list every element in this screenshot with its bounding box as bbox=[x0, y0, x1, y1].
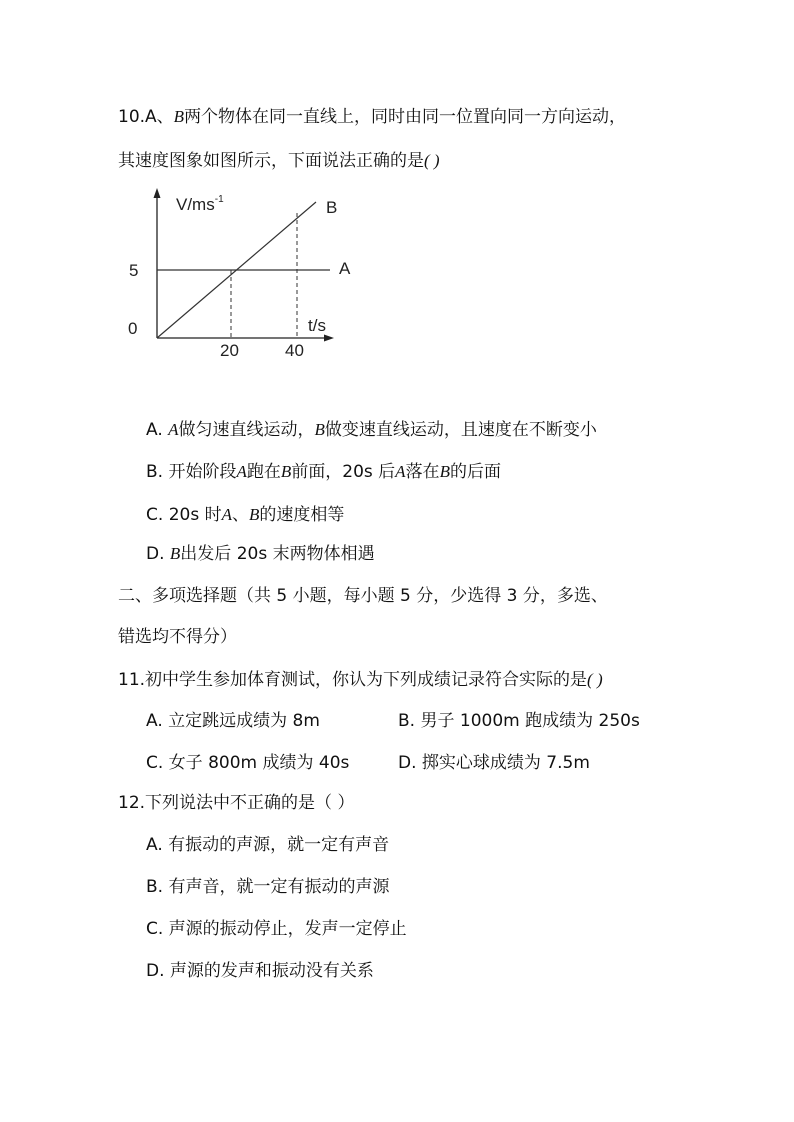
x-tick-20: 20 bbox=[220, 341, 239, 360]
y-axis-label: $V/ms^{-1}$ bbox=[176, 194, 224, 214]
q11-option-a: A. 立定跳远成绩为 8m bbox=[146, 711, 320, 731]
y-axis-arrow bbox=[154, 188, 161, 198]
section2-heading-line1: 二、多项选择题（共 5 小题，每小题 5 分，少选得 3 分，多选、 bbox=[118, 586, 608, 606]
q12-option-a: A. 有振动的声源，就一定有声音 bbox=[146, 835, 390, 855]
q11-option-b: B. 男子 1000m 跑成绩为 250s bbox=[398, 711, 640, 731]
q12-option-c: C. 声源的振动停止，发声一定停止 bbox=[146, 919, 407, 939]
q10-option-b: B. 开始阶段A跑在B前面，20s 后A落在B的后面 bbox=[146, 462, 501, 482]
q10-stem-prefix: 10.A、 bbox=[118, 107, 174, 127]
line-a-label: A bbox=[339, 259, 351, 278]
q10-option-c: C. 20s 时A、B的速度相等 bbox=[146, 505, 345, 525]
x-tick-40: 40 bbox=[285, 341, 304, 360]
q10-answer-paren: ( ) bbox=[424, 151, 440, 170]
q10-stem-rest: 两个物体在同一直线上，同时由同一位置向同一方向运动， bbox=[184, 107, 627, 127]
q11-stem: 11.初中学生参加体育测试，你认为下列成绩记录符合实际的是( ) bbox=[118, 670, 603, 690]
section2-heading-line2: 错选均不得分） bbox=[118, 627, 237, 647]
y-tick-5: 5 bbox=[129, 261, 139, 280]
line-b-label: B bbox=[326, 198, 338, 217]
q11-option-d: D. 掷实心球成绩为 7.5m bbox=[398, 753, 590, 773]
q10-stem-object-b: B bbox=[173, 107, 185, 126]
q11-option-c: C. 女子 800m 成绩为 40s bbox=[146, 753, 350, 773]
x-axis-label: t/s bbox=[308, 316, 326, 335]
q12-option-d: D. 声源的发声和振动没有关系 bbox=[146, 961, 374, 981]
q12-option-b: B. 有声音，就一定有振动的声源 bbox=[146, 877, 390, 897]
q10-stem-text: 其速度图象如图所示，下面说法正确的是 bbox=[118, 151, 424, 171]
q10-option-d: D. B出发后 20s 末两物体相遇 bbox=[146, 544, 375, 564]
origin-label: 0 bbox=[128, 319, 138, 338]
q12-stem: 12.下列说法中不正确的是（ ） bbox=[118, 793, 355, 813]
x-axis-arrow bbox=[324, 335, 334, 342]
q10-option-a: A. A做匀速直线运动，B做变速直线运动，且速度在不断变小 bbox=[146, 420, 597, 440]
